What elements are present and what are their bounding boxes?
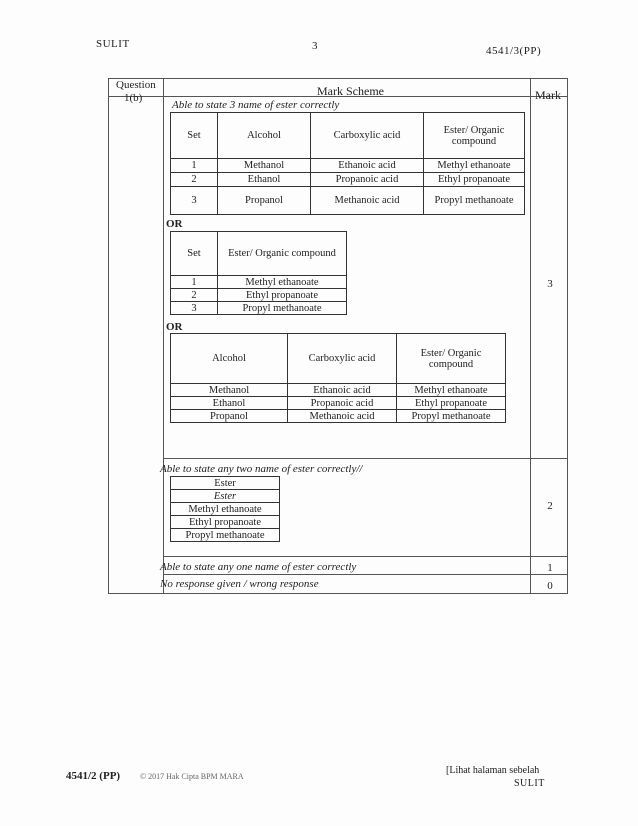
mark-2: 2 <box>547 500 553 512</box>
t3-cell: Methanol <box>171 384 288 397</box>
footer-sulit: SULIT <box>514 778 545 789</box>
t4-cell: Propyl methanoate <box>171 529 280 542</box>
t2-cell: 3 <box>171 302 218 315</box>
question-column-divider <box>163 78 164 594</box>
t4-subheader: Ester <box>171 490 280 503</box>
t2-cell: Ethyl propanoate <box>218 289 347 302</box>
mark-column-divider <box>530 78 531 594</box>
t1-cell: 2 <box>171 173 218 187</box>
t3-cell: Methyl ethanoate <box>397 384 506 397</box>
t2-header-set: Set <box>171 232 218 276</box>
t1-cell: Ethanoic acid <box>311 159 424 173</box>
t4-cell: Ethyl propanoate <box>171 516 280 529</box>
t4-cell: Methyl ethanoate <box>171 503 280 516</box>
section-divider-3 <box>163 458 568 459</box>
t1-header-set: Set <box>171 113 218 159</box>
mark-header: Mark <box>535 88 561 102</box>
header-sulit: SULIT <box>96 38 130 50</box>
t3-header-ester: Ester/ Organic compound <box>397 334 506 384</box>
t1-cell: Ethanol <box>218 173 311 187</box>
criterion-0: No response given / wrong response <box>160 578 319 590</box>
or-label-1: OR <box>166 218 183 230</box>
section-divider-2 <box>163 556 568 557</box>
t3-cell: Ethanoic acid <box>288 384 397 397</box>
criterion-3: Able to state 3 name of ester correctly <box>172 99 340 111</box>
criterion-1: Able to state any one name of ester correctly <box>160 561 357 573</box>
t1-header-acid: Carboxylic acid <box>311 113 424 159</box>
t3-cell: Methanoic acid <box>288 410 397 423</box>
t2-cell: Propyl methanoate <box>218 302 347 315</box>
criterion-2: Able to state any two name of ester correctly// <box>160 463 363 475</box>
t3-header-acid: Carboxylic acid <box>288 334 397 384</box>
t1-cell: 1 <box>171 159 218 173</box>
t2-cell: 2 <box>171 289 218 302</box>
t1-cell: Methyl ethanoate <box>424 159 525 173</box>
t2-cell: 1 <box>171 276 218 289</box>
t1-cell: Propanol <box>218 187 311 215</box>
t1-cell: Methanoic acid <box>311 187 424 215</box>
ester-table-full <box>170 112 525 215</box>
t3-header-alcohol: Alcohol <box>171 334 288 384</box>
footer-copyright: © 2017 Hak Cipta BPM MARA <box>140 772 244 781</box>
t1-header-ester: Ester/ Organic compound <box>424 113 525 159</box>
t2-cell: Methyl ethanoate <box>218 276 347 289</box>
question-number: 1(b) <box>124 92 143 104</box>
t1-header-alcohol: Alcohol <box>218 113 311 159</box>
or-label-2: OR <box>166 321 183 333</box>
t1-cell: Ethyl propanoate <box>424 173 525 187</box>
ester-list-table <box>170 476 280 542</box>
question-header: Question <box>116 79 156 91</box>
t3-cell: Propanoic acid <box>288 397 397 410</box>
paper-code: 4541/3(PP) <box>486 45 542 57</box>
t1-cell: 3 <box>171 187 218 215</box>
t1-cell: Propyl methanoate <box>424 187 525 215</box>
t1-cell: Propanoic acid <box>311 173 424 187</box>
ester-table-no-set <box>170 333 506 423</box>
t3-cell: Propyl methanoate <box>397 410 506 423</box>
t3-cell: Ethyl propanoate <box>397 397 506 410</box>
t3-cell: Ethanol <box>171 397 288 410</box>
t1-cell: Methanol <box>218 159 311 173</box>
t3-cell: Propanol <box>171 410 288 423</box>
section-divider-1 <box>163 574 568 575</box>
footer-next-page: [Lihat halaman sebelah <box>446 765 540 776</box>
mark-1: 1 <box>547 562 553 574</box>
mark-3: 3 <box>547 278 553 290</box>
mark-0: 0 <box>547 580 553 592</box>
footer-code: 4541/2 (PP) <box>66 770 121 782</box>
t2-header-ester: Ester/ Organic compound <box>218 232 347 276</box>
t4-header: Ester <box>171 477 280 490</box>
mark-scheme-header: Mark Scheme <box>317 84 384 98</box>
page-number: 3 <box>312 40 318 52</box>
ester-table-set <box>170 231 347 315</box>
